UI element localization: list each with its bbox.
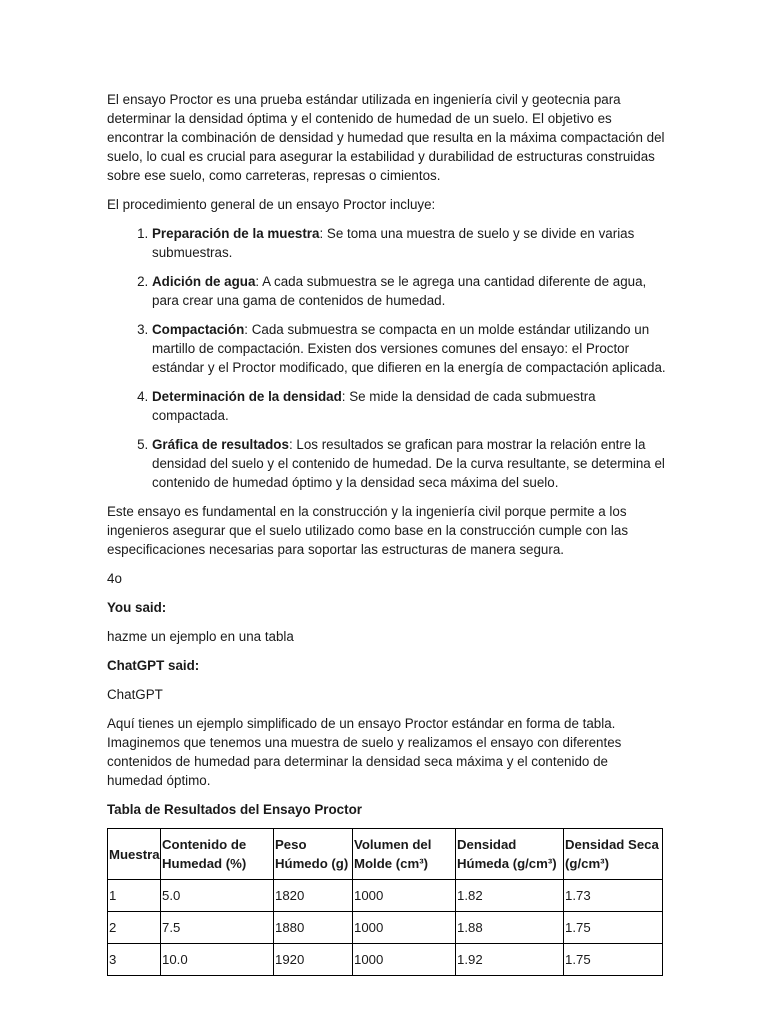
procedure-step xyxy=(152,387,667,425)
table-row xyxy=(108,944,663,976)
table-caption: Tabla de Resultados del Ensayo Proctor xyxy=(107,802,362,817)
table-row xyxy=(108,912,663,944)
column-header: Peso Húmedo (g) xyxy=(274,829,353,880)
column-header: Volumen del Molde (cm³) xyxy=(353,829,456,880)
table-cell: 1.75 xyxy=(564,944,663,976)
table-header-row xyxy=(108,829,663,880)
column-header: Muestra xyxy=(108,829,161,880)
results-table xyxy=(107,828,663,976)
column-header: Contenido de Humedad (%) xyxy=(161,829,274,880)
table-cell: 2 xyxy=(108,912,161,944)
step-text: : A cada submuestra se le agrega una cantidad diferente de agua, para crear una gama de contenidos de humedad. xyxy=(152,274,647,308)
procedure-step xyxy=(152,272,667,310)
procedure-intro: El procedimiento general de un ensayo Proctor incluye: xyxy=(107,197,436,212)
table-cell: 1.82 xyxy=(456,880,564,912)
user-message: hazme un ejemplo en una tabla xyxy=(107,629,294,644)
model-tag: 4o xyxy=(107,571,122,586)
table-cell: 7.5 xyxy=(161,912,274,944)
procedure-step xyxy=(152,224,667,262)
step-text: : Cada submuestra se compacta en un molde estándar utilizando un martillo de compactación. Existen dos versiones comunes del ensayo: el Proctor estándar y el Proctor modificado, que difieren en la energía de compactación aplicada. xyxy=(152,322,666,375)
intro-paragraph: El ensayo Proctor es una prueba estándar utilizada en ingeniería civil y geotecnia para determinar la densidad óptima y el contenido de humedad de un suelo. El objetivo es encontrar la combinación de densidad y humedad que resulta en la máxima compactación del suelo, lo cual es crucial para asegurar la estabilidad y durabilidad de estructuras construidas sobre ese suelo, como carreteras, represas o cimientos. xyxy=(107,92,665,183)
step-title: Determinación de la densidad xyxy=(152,389,342,404)
table-cell: 1.88 xyxy=(456,912,564,944)
table-cell: 1000 xyxy=(353,944,456,976)
procedure-steps xyxy=(107,224,667,492)
procedure-step xyxy=(152,320,667,377)
response-intro: Aquí tienes un ejemplo simplificado de un ensayo Proctor estándar en forma de tabla. Imaginemos que tenemos una muestra de suelo y realizamos el ensayo con diferentes contenidos de humedad para determinar la densidad seca máxima y el contenido de humedad óptimo. xyxy=(107,716,622,788)
table-cell: 3 xyxy=(108,944,161,976)
table-cell: 1920 xyxy=(274,944,353,976)
table-cell: 5.0 xyxy=(161,880,274,912)
step-text: : Se mide la densidad de cada submuestra compactada. xyxy=(152,389,596,423)
table-cell: 10.0 xyxy=(161,944,274,976)
assistant-name: ChatGPT xyxy=(107,687,163,702)
step-title: Preparación de la muestra xyxy=(152,226,320,241)
table-cell: 1.73 xyxy=(564,880,663,912)
assistant-label: ChatGPT said: xyxy=(107,658,200,673)
step-text: : Los resultados se grafican para mostrar la relación entre la densidad del suelo y el contenido de humedad. De la curva resultante, se determina el contenido de humedad óptimo y la densidad seca máxima del suelo. xyxy=(152,437,665,490)
table-cell: 1 xyxy=(108,880,161,912)
table-cell: 1880 xyxy=(274,912,353,944)
table-cell: 1000 xyxy=(353,912,456,944)
table-cell: 1.92 xyxy=(456,944,564,976)
closing-paragraph: Este ensayo es fundamental en la construcción y la ingeniería civil porque permite a los ingenieros asegurar que el suelo utilizado como base en la construcción cumple con las especificaciones necesarias para soportar las estructuras de manera segura. xyxy=(107,504,629,557)
column-header: Densidad Húmeda (g/cm³) xyxy=(456,829,564,880)
table-cell: 1.75 xyxy=(564,912,663,944)
user-label: You said: xyxy=(107,600,167,615)
table-cell: 1820 xyxy=(274,880,353,912)
step-text: : Se toma una muestra de suelo y se divide en varias submuestras. xyxy=(152,226,635,260)
procedure-step xyxy=(152,435,667,492)
table-cell: 1000 xyxy=(353,880,456,912)
document-body xyxy=(107,90,667,976)
table-row xyxy=(108,880,663,912)
step-title: Compactación xyxy=(152,322,245,337)
step-title: Gráfica de resultados xyxy=(152,437,289,452)
step-title: Adición de agua xyxy=(152,274,256,289)
column-header: Densidad Seca (g/cm³) xyxy=(564,829,663,880)
